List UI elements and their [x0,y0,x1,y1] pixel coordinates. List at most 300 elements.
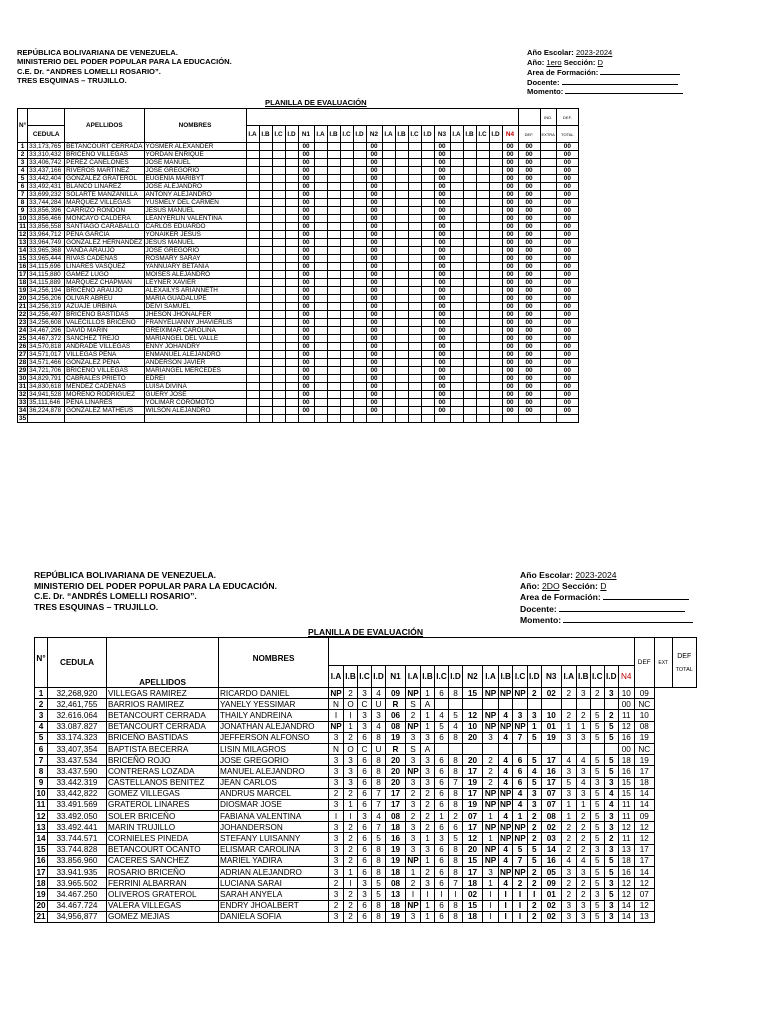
grade-cell[interactable]: N [329,699,344,710]
grade-cell[interactable] [408,303,421,311]
grade-cell[interactable]: 8 [372,732,386,743]
grade-cell[interactable]: 19 [463,799,483,810]
grade-cell[interactable] [340,391,353,399]
grade-cell[interactable]: 1 [483,811,499,822]
grade-cell[interactable]: NP [483,688,499,699]
grade-cell[interactable] [272,415,285,423]
grade-cell[interactable]: 2 [344,732,358,743]
grade-cell[interactable]: 4 [513,788,527,799]
grade-cell[interactable]: 3 [604,900,618,911]
grade-cell[interactable] [463,311,476,319]
grade-cell[interactable]: 3 [561,867,576,878]
grade-cell[interactable] [463,143,476,151]
grade-cell[interactable] [450,199,463,207]
grade-cell[interactable]: 8 [372,766,386,777]
grade-cell[interactable] [340,367,353,375]
grade-cell[interactable]: 6 [358,755,372,766]
grade-cell[interactable] [382,367,395,375]
grade-cell[interactable] [246,207,259,215]
grade-cell[interactable] [314,335,327,343]
grade-cell[interactable] [340,255,353,263]
grade-cell[interactable] [382,303,395,311]
grade-cell[interactable]: 3 [329,766,344,777]
grade-cell[interactable]: NP [330,722,342,732]
grade-cell[interactable] [463,279,476,287]
grade-cell[interactable] [382,319,395,327]
grade-cell[interactable]: 4 [561,855,576,866]
grade-cell[interactable]: 3 [406,799,421,810]
grade-cell[interactable]: 01 [541,889,561,900]
grade-cell[interactable] [285,231,298,239]
grade-cell[interactable] [450,255,463,263]
grade-cell[interactable] [463,375,476,383]
grade-cell[interactable]: NP [500,789,512,799]
grade-cell[interactable] [382,231,395,239]
grade-cell[interactable] [489,271,502,279]
grade-cell[interactable]: 19 [386,855,406,866]
grade-cell[interactable] [314,415,327,423]
grade-cell[interactable] [408,407,421,415]
grade-cell[interactable]: NP [407,901,419,911]
grade-cell[interactable]: 1 [561,721,576,732]
grade-cell[interactable] [259,383,272,391]
grade-cell[interactable] [259,271,272,279]
grade-cell[interactable]: 7 [372,799,386,810]
grade-cell[interactable]: 3 [561,788,576,799]
grade-cell[interactable] [246,351,259,359]
grade-cell[interactable] [353,175,366,183]
grade-cell[interactable]: 8 [449,766,463,777]
grade-cell[interactable]: 4 [604,788,618,799]
grade-cell[interactable]: 5 [604,721,618,732]
grade-cell[interactable] [395,223,408,231]
grade-cell[interactable]: 4 [513,799,527,810]
grade-cell[interactable]: 4 [372,688,386,699]
grade-cell[interactable]: 6 [435,878,449,889]
grade-cell[interactable] [421,391,434,399]
grade-cell[interactable]: 5 [590,799,604,810]
grade-cell[interactable] [285,367,298,375]
extra-cell[interactable] [540,247,556,255]
grade-cell[interactable]: 5 [561,777,576,788]
grade-cell[interactable]: 2 [590,688,604,699]
grade-cell[interactable] [476,143,489,151]
grade-cell[interactable] [340,143,353,151]
grade-cell[interactable] [259,367,272,375]
grade-cell[interactable] [395,271,408,279]
grade-cell[interactable] [395,407,408,415]
grade-cell[interactable] [340,159,353,167]
grade-cell[interactable] [327,383,340,391]
grade-cell[interactable] [327,367,340,375]
grade-cell[interactable] [463,415,476,423]
grade-cell[interactable]: 20 [463,755,483,766]
grade-cell[interactable]: 7 [372,822,386,833]
grade-cell[interactable] [285,327,298,335]
grade-cell[interactable]: 3 [590,889,604,900]
grade-cell[interactable] [259,167,272,175]
grade-cell[interactable]: 2 [483,777,499,788]
grade-cell[interactable] [353,391,366,399]
grade-cell[interactable] [408,183,421,191]
grade-cell[interactable] [483,743,499,754]
grade-cell[interactable] [340,327,353,335]
grade-cell[interactable] [340,191,353,199]
grade-cell[interactable] [314,159,327,167]
grade-cell[interactable] [463,295,476,303]
grade-cell[interactable]: 17 [541,777,561,788]
grade-cell[interactable] [450,359,463,367]
grade-cell[interactable]: NP [514,722,526,732]
grade-cell[interactable]: 8 [449,900,463,911]
grade-cell[interactable] [408,159,421,167]
grade-cell[interactable] [285,263,298,271]
grade-cell[interactable] [421,295,434,303]
grade-cell[interactable] [408,207,421,215]
grade-cell[interactable] [463,335,476,343]
grade-cell[interactable] [259,207,272,215]
grade-cell[interactable] [272,327,285,335]
grade-cell[interactable] [353,343,366,351]
grade-cell[interactable] [476,295,489,303]
grade-cell[interactable] [353,351,366,359]
grade-cell[interactable]: 3 [604,911,618,922]
grade-cell[interactable] [476,375,489,383]
grade-cell[interactable]: 16 [541,855,561,866]
grade-cell[interactable]: 10 [541,710,561,721]
grade-cell[interactable] [489,335,502,343]
grade-cell[interactable] [489,239,502,247]
grade-cell[interactable] [353,143,366,151]
grade-cell[interactable] [382,287,395,295]
grade-cell[interactable]: 6 [435,766,449,777]
grade-cell[interactable]: 2 [576,889,590,900]
grade-cell[interactable] [476,399,489,407]
grade-cell[interactable]: 3 [421,878,435,889]
grade-cell[interactable] [604,743,618,754]
grade-cell[interactable] [327,351,340,359]
grade-cell[interactable]: 3 [576,900,590,911]
grade-cell[interactable] [340,303,353,311]
grade-cell[interactable] [314,183,327,191]
grade-cell[interactable] [259,319,272,327]
grade-cell[interactable]: NP [514,822,526,832]
grade-cell[interactable] [489,311,502,319]
grade-cell[interactable] [353,223,366,231]
grade-cell[interactable] [576,743,590,754]
grade-cell[interactable] [450,191,463,199]
grade-cell[interactable] [353,231,366,239]
grade-cell[interactable] [450,383,463,391]
grade-cell[interactable]: 6 [358,911,372,922]
grade-cell[interactable] [408,247,421,255]
grade-cell[interactable] [395,159,408,167]
grade-cell[interactable] [327,343,340,351]
grade-cell[interactable] [272,215,285,223]
grade-cell[interactable] [272,407,285,415]
grade-cell[interactable]: 7 [449,777,463,788]
grade-cell[interactable] [421,383,434,391]
grade-cell[interactable] [408,151,421,159]
grade-cell[interactable]: 05 [541,867,561,878]
extra-cell[interactable] [540,367,556,375]
grade-cell[interactable]: 2 [344,688,358,699]
grade-cell[interactable] [476,359,489,367]
grade-cell[interactable] [327,159,340,167]
grade-cell[interactable]: 3 [344,755,358,766]
grade-cell[interactable]: 3 [604,822,618,833]
grade-cell[interactable]: 4 [435,710,449,721]
grade-cell[interactable]: 07 [541,788,561,799]
grade-cell[interactable]: 5 [590,900,604,911]
grade-cell[interactable] [353,183,366,191]
grade-cell[interactable]: 2 [576,822,590,833]
grade-cell[interactable] [285,207,298,215]
grade-cell[interactable] [327,375,340,383]
grade-cell[interactable] [382,199,395,207]
grade-cell[interactable] [314,287,327,295]
grade-cell[interactable] [489,143,502,151]
grade-cell[interactable] [489,279,502,287]
grade-cell[interactable] [476,311,489,319]
grade-cell[interactable] [476,407,489,415]
grade-cell[interactable]: 2 [561,833,576,844]
grade-cell[interactable] [463,327,476,335]
grade-cell[interactable] [327,319,340,327]
grade-cell[interactable] [340,343,353,351]
grade-cell[interactable] [353,191,366,199]
grade-cell[interactable]: 19 [386,911,406,922]
grade-cell[interactable] [463,167,476,175]
grade-cell[interactable] [450,295,463,303]
grade-cell[interactable] [382,351,395,359]
grade-cell[interactable]: 5 [604,889,618,900]
grade-cell[interactable] [421,327,434,335]
grade-cell[interactable] [285,175,298,183]
extra-cell[interactable] [540,255,556,263]
grade-cell[interactable] [395,247,408,255]
grade-cell[interactable]: 08 [386,878,406,889]
grade-cell[interactable] [314,367,327,375]
grade-cell[interactable]: 5 [590,811,604,822]
grade-cell[interactable] [259,175,272,183]
grade-cell[interactable] [340,199,353,207]
grade-cell[interactable] [353,407,366,415]
grade-cell[interactable]: 2 [604,710,618,721]
grade-cell[interactable] [382,159,395,167]
grade-cell[interactable] [272,255,285,263]
extra-cell[interactable] [540,151,556,159]
grade-cell[interactable] [285,375,298,383]
grade-cell[interactable] [590,699,604,710]
grade-cell[interactable]: S [406,743,421,754]
grade-cell[interactable]: 17 [386,788,406,799]
grade-cell[interactable] [483,699,499,710]
grade-cell[interactable]: 2 [561,844,576,855]
grade-cell[interactable]: 4 [499,855,513,866]
grade-cell[interactable] [382,183,395,191]
grade-cell[interactable] [285,215,298,223]
grade-cell[interactable] [476,367,489,375]
grade-cell[interactable]: 5 [435,721,449,732]
grade-cell[interactable]: 2 [421,822,435,833]
grade-cell[interactable] [421,199,434,207]
grade-cell[interactable]: 8 [372,855,386,866]
grade-cell[interactable] [408,383,421,391]
grade-cell[interactable] [259,255,272,263]
grade-cell[interactable] [476,215,489,223]
grade-cell[interactable] [489,375,502,383]
grade-cell[interactable] [272,151,285,159]
grade-cell[interactable] [421,271,434,279]
grade-cell[interactable] [421,375,434,383]
grade-cell[interactable]: 18 [386,867,406,878]
grade-cell[interactable] [285,359,298,367]
grade-cell[interactable]: 6 [435,688,449,699]
grade-cell[interactable] [340,167,353,175]
grade-cell[interactable]: 3 [372,710,386,721]
grade-cell[interactable] [395,287,408,295]
grade-cell[interactable]: 5 [590,911,604,922]
grade-cell[interactable] [463,743,483,754]
grade-cell[interactable]: 1 [421,911,435,922]
grade-cell[interactable]: 17 [463,766,483,777]
grade-cell[interactable]: 2 [513,878,527,889]
grade-cell[interactable] [382,279,395,287]
grade-cell[interactable]: 3 [421,732,435,743]
grade-cell[interactable] [340,151,353,159]
grade-cell[interactable] [489,399,502,407]
grade-cell[interactable] [272,167,285,175]
grade-cell[interactable] [463,199,476,207]
grade-cell[interactable]: 4 [604,799,618,810]
grade-cell[interactable]: I [499,911,513,922]
grade-cell[interactable] [450,367,463,375]
grade-cell[interactable]: 5 [449,833,463,844]
grade-cell[interactable]: 1 [421,688,435,699]
grade-cell[interactable] [421,367,434,375]
grade-cell[interactable] [421,239,434,247]
grade-cell[interactable] [382,391,395,399]
grade-cell[interactable]: I [483,900,499,911]
grade-cell[interactable] [463,383,476,391]
grade-cell[interactable] [314,239,327,247]
grade-cell[interactable]: 4 [499,755,513,766]
grade-cell[interactable] [408,143,421,151]
grade-cell[interactable] [340,263,353,271]
grade-cell[interactable] [259,311,272,319]
grade-cell[interactable] [327,231,340,239]
grade-cell[interactable] [272,383,285,391]
grade-cell[interactable] [327,311,340,319]
grade-cell[interactable] [272,247,285,255]
grade-cell[interactable]: I [329,710,344,721]
grade-cell[interactable]: NP [483,844,499,855]
grade-cell[interactable] [272,263,285,271]
grade-cell[interactable] [340,215,353,223]
grade-cell[interactable] [353,159,366,167]
grade-cell[interactable]: 3 [329,777,344,788]
grade-cell[interactable] [408,215,421,223]
grade-cell[interactable] [395,375,408,383]
grade-cell[interactable] [489,383,502,391]
grade-cell[interactable]: 15 [463,688,483,699]
grade-cell[interactable]: 14 [541,844,561,855]
grade-cell[interactable] [285,335,298,343]
grade-cell[interactable]: 20 [463,844,483,855]
extra-cell[interactable] [540,319,556,327]
grade-cell[interactable] [327,199,340,207]
grade-cell[interactable]: 2 [406,811,421,822]
grade-cell[interactable] [327,335,340,343]
grade-cell[interactable] [246,271,259,279]
grade-cell[interactable] [327,287,340,295]
grade-cell[interactable]: 02 [541,900,561,911]
extra-cell[interactable] [540,207,556,215]
grade-cell[interactable] [450,215,463,223]
grade-cell[interactable]: 07 [541,799,561,810]
sheet2-area-field[interactable] [603,599,689,600]
grade-cell[interactable]: 3 [604,811,618,822]
grade-cell[interactable] [450,415,463,423]
grade-cell[interactable]: 1 [435,811,449,822]
grade-cell[interactable] [285,399,298,407]
grade-cell[interactable]: NP [483,855,499,866]
grade-cell[interactable] [272,207,285,215]
grade-cell[interactable]: 3 [358,889,372,900]
grade-cell[interactable] [259,279,272,287]
grade-cell[interactable] [246,335,259,343]
grade-cell[interactable] [259,231,272,239]
grade-cell[interactable]: 2 [344,855,358,866]
grade-cell[interactable]: 2 [527,911,541,922]
grade-cell[interactable] [246,159,259,167]
grade-cell[interactable]: I [483,889,499,900]
grade-cell[interactable]: 2 [421,788,435,799]
grade-cell[interactable]: NP [483,799,499,810]
grade-cell[interactable]: 6 [358,867,372,878]
grade-cell[interactable] [314,351,327,359]
grade-cell[interactable] [382,343,395,351]
grade-cell[interactable] [340,311,353,319]
grade-cell[interactable] [272,319,285,327]
grade-cell[interactable]: 8 [372,777,386,788]
grade-cell[interactable] [382,271,395,279]
grade-cell[interactable] [382,375,395,383]
grade-cell[interactable] [246,383,259,391]
grade-cell[interactable] [476,391,489,399]
grade-cell[interactable]: 15 [463,900,483,911]
grade-cell[interactable]: U [372,699,386,710]
grade-cell[interactable]: 3 [561,732,576,743]
grade-cell[interactable] [408,231,421,239]
grade-cell[interactable]: 8 [372,911,386,922]
grade-cell[interactable] [327,303,340,311]
grade-cell[interactable] [259,239,272,247]
grade-cell[interactable]: 19 [386,844,406,855]
grade-cell[interactable]: NP [483,710,499,721]
extra-cell[interactable] [540,175,556,183]
sheet2-teacher-field[interactable] [559,611,685,612]
grade-cell[interactable]: I [499,900,513,911]
grade-cell[interactable] [476,239,489,247]
grade-cell[interactable]: 6 [358,788,372,799]
grade-cell[interactable] [285,391,298,399]
grade-cell[interactable]: 3 [483,732,499,743]
grade-cell[interactable] [327,175,340,183]
grade-cell[interactable] [463,159,476,167]
grade-cell[interactable] [450,271,463,279]
